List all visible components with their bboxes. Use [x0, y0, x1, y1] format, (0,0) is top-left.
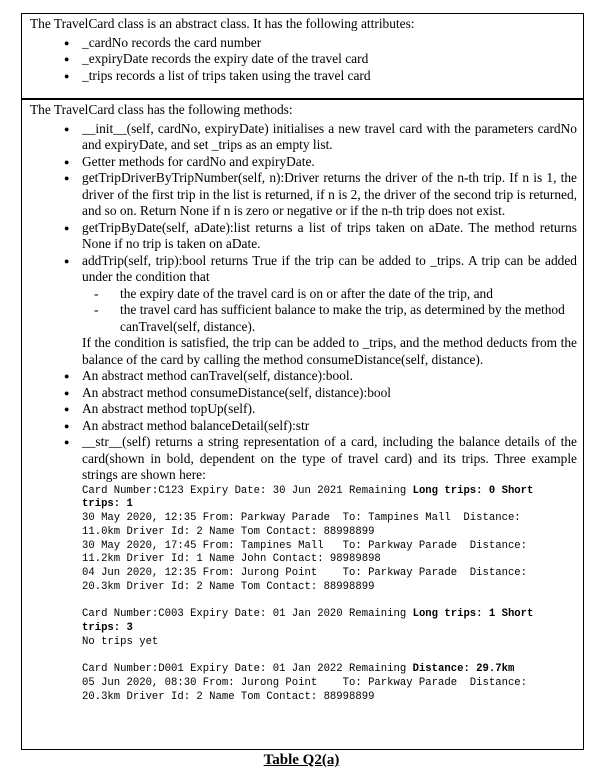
attribute-item: ● _expiryDate records the expiry date of the travel card	[30, 51, 577, 68]
attributes-box	[21, 13, 584, 99]
condition-item: - the travel card has sufficient balance to make the trip, as determined by the method canTravel(self, distance).	[82, 302, 577, 335]
example-card-c003	[82, 608, 577, 649]
attribute-item: ● _trips records a list of trips taken using the travel card	[30, 68, 577, 85]
methods-box	[21, 99, 584, 750]
example-card-d001	[82, 663, 577, 704]
method-add-trip	[30, 253, 577, 286]
attribute-item: ● _cardNo records the card number	[30, 35, 577, 52]
method-top-up: ● An abstract method topUp(self).	[30, 401, 577, 418]
str-description: __str__(self) returns a string representation of a card, including the balance details of the card(shown in bold, dependent on the type of travel card) and its trips. Three example strings are shown here:	[82, 434, 577, 482]
abstract-methods-list	[30, 368, 577, 705]
example-balance: Distance: 29.7km	[412, 663, 515, 676]
table-caption: Table Q2(a)	[263, 752, 340, 768]
method-str	[30, 434, 577, 705]
method-consume-distance: ● An abstract method consumeDistance(self, distance):bool	[30, 385, 577, 402]
example-header: Card Number:D001 Expiry Date: 01 Jan 2022 Remaining	[82, 663, 413, 676]
method-getters: ● Getter methods for cardNo and expiryDate.	[30, 154, 577, 171]
add-trip-conditions	[30, 286, 577, 336]
attributes-list	[30, 35, 577, 85]
add-trip-text: addTrip(self, trip):bool returns True if the trip can be added to _trips. A trip can be added under the condition that	[82, 252, 577, 284]
example-header: Card Number:C123 Expiry Date: 30 Jun 2021 Remaining	[82, 484, 413, 497]
condition-item: - the expiry date of the travel card is on or after the date of the trip, and	[82, 286, 577, 303]
method-balance-detail: ● An abstract method balanceDetail(self):str	[30, 418, 577, 435]
example-card-c123	[82, 485, 577, 595]
methods-list	[30, 121, 577, 286]
method-can-travel: ● An abstract method canTravel(self, distance):bool.	[30, 368, 577, 385]
method-init: ● __init__(self, cardNo, expiryDate) initialises a new travel card with the parameters cardNo and expiryDate, and set _trips as an empty list.	[30, 121, 577, 154]
example-trips: 30 May 2020, 12:35 From: Parkway Parade To: Tampines Mall Distance: 11.0km Driver Id: 2 Name Tom Contact: 88998899 30 May 2020, 17:45 From: Tampines Mall To: Parkway Parade Distance: 11.2km Driver Id: 1 Name John Contact: 98989898 04 Jun 2020, 12:35 From: Jurong Point To: Parkway Parade Distance: 20.3km Driver Id: 2 Name Tom Contact: 88998899	[82, 512, 528, 594]
example-trips: No trips yet	[82, 635, 159, 648]
method-get-trip-by-date: ● getTripByDate(self, aDate):list returns a list of trips taken on aDate. The method returns None if no trip is taken on aDate.	[30, 220, 577, 253]
method-get-trip-driver: ● getTripDriverByTripNumber(self, n):Driver returns the driver of the n-th trip. If n is 1, the driver of the first trip in the list is returned, if n is 2, the driver of the second trip is returned, and so on. Return None if n is zero or negative or if the n-th trip does not exist.	[30, 170, 577, 220]
example-balance: Long trips: 0 Short trips: 1	[82, 484, 534, 511]
methods-intro: The TravelCard class has the following methods:	[30, 102, 293, 117]
example-header: Card Number:C003 Expiry Date: 01 Jan 2020 Remaining	[82, 608, 413, 621]
example-trips: 05 Jun 2020, 08:30 From: Jurong Point To: Parkway Parade Distance: 20.3km Driver Id: 2 Name Tom Contact: 88998899	[82, 677, 528, 703]
example-balance: Long trips: 1 Short trips: 3	[82, 608, 534, 635]
add-trip-followup: If the condition is satisfied, the trip can be added to _trips, and the method deducts from the balance of the card by calling the method consumeDistance(self, distance).	[82, 335, 577, 367]
attributes-intro: The TravelCard class is an abstract class. It has the following attributes:	[30, 16, 415, 31]
